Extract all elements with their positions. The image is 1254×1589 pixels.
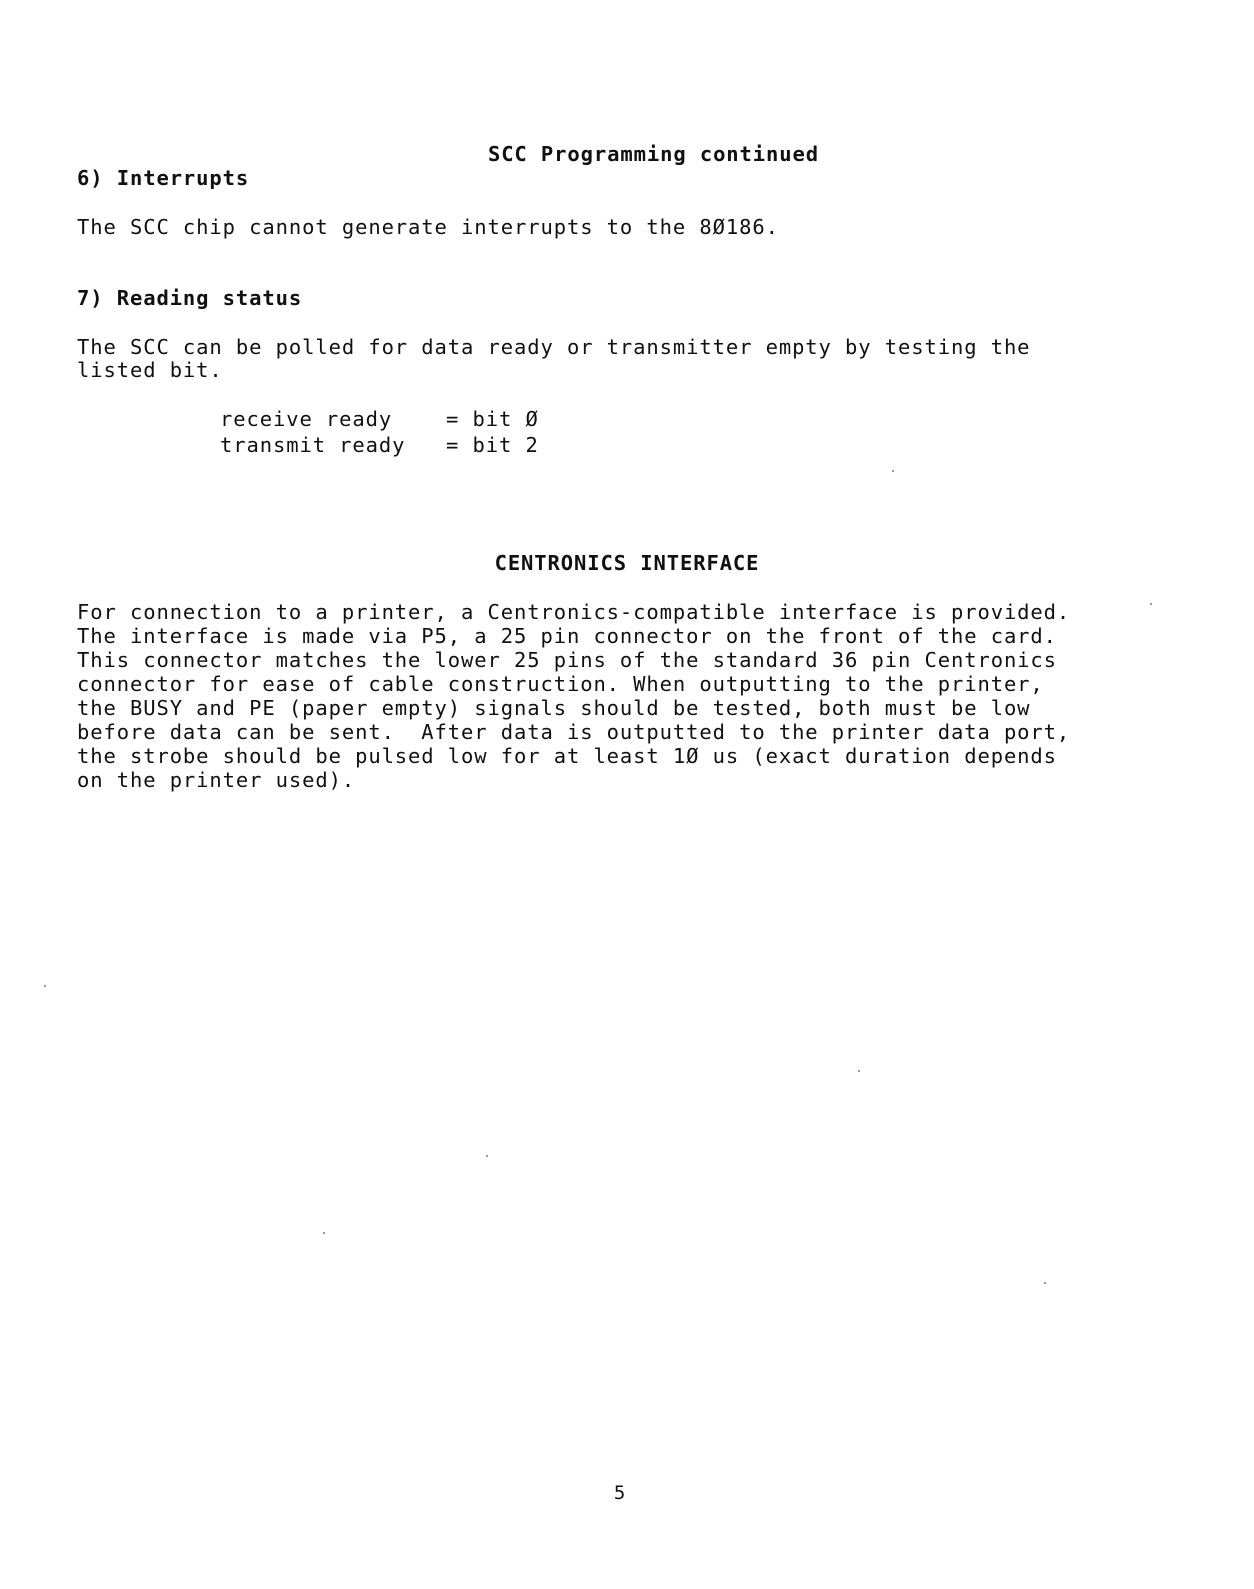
paragraph-line: connector for ease of cable construction. When outputting to the printer, [77, 672, 1044, 696]
section-heading-centronics: CENTRONICS INTERFACE [494, 551, 760, 575]
scan-speck [1150, 603, 1152, 605]
bit-row-transmit [220, 433, 539, 459]
paragraph-line: The interface is made via P5, a 25 pin connector on the front of the card. [77, 624, 1057, 648]
section-heading-reading-status: 7) Reading status [77, 286, 303, 310]
section-body-centronics [77, 600, 1070, 792]
scan-speck [1044, 1282, 1046, 1284]
paragraph-line: on the printer used). [77, 768, 356, 792]
section-body-reading-status [77, 336, 1030, 382]
scan-speck [44, 985, 46, 987]
paragraph-line: For connection to a printer, a Centronics-compatible interface is provided. [77, 600, 1071, 624]
paragraph-line: This connector matches the lower 25 pins of the standard 36 pin Centronics [77, 648, 1057, 672]
page-number: 5 [613, 1482, 627, 1504]
scan-speck [323, 1232, 325, 1234]
scan-speck [858, 1070, 860, 1072]
bit-name: receive ready [220, 407, 393, 431]
paragraph-line: the strobe should be pulsed low for at least 1Ø us (exact duration depends [77, 744, 1057, 768]
body-line: The SCC can be polled for data ready or transmitter empty by testing the [77, 335, 1031, 359]
scan-speck [486, 1155, 488, 1157]
paragraph-line: the BUSY and PE (paper empty) signals should be tested, both must be low [77, 696, 1031, 720]
body-line: listed bit. [77, 358, 223, 382]
paragraph-line: before data can be sent. After data is outputted to the printer data port, [77, 720, 1071, 744]
scan-speck [892, 470, 894, 472]
status-bit-table [220, 407, 539, 459]
section-body-interrupts: The SCC chip cannot generate interrupts to the 8Ø186. [77, 215, 779, 239]
bit-row-receive [220, 407, 539, 433]
page-header-text: SCC Programming continued [487, 142, 820, 166]
bit-name: transmit ready [220, 433, 406, 457]
bit-value: = bit 2 [446, 433, 539, 457]
bit-value: = bit Ø [446, 407, 539, 431]
section-heading-interrupts: 6) Interrupts [77, 166, 250, 190]
